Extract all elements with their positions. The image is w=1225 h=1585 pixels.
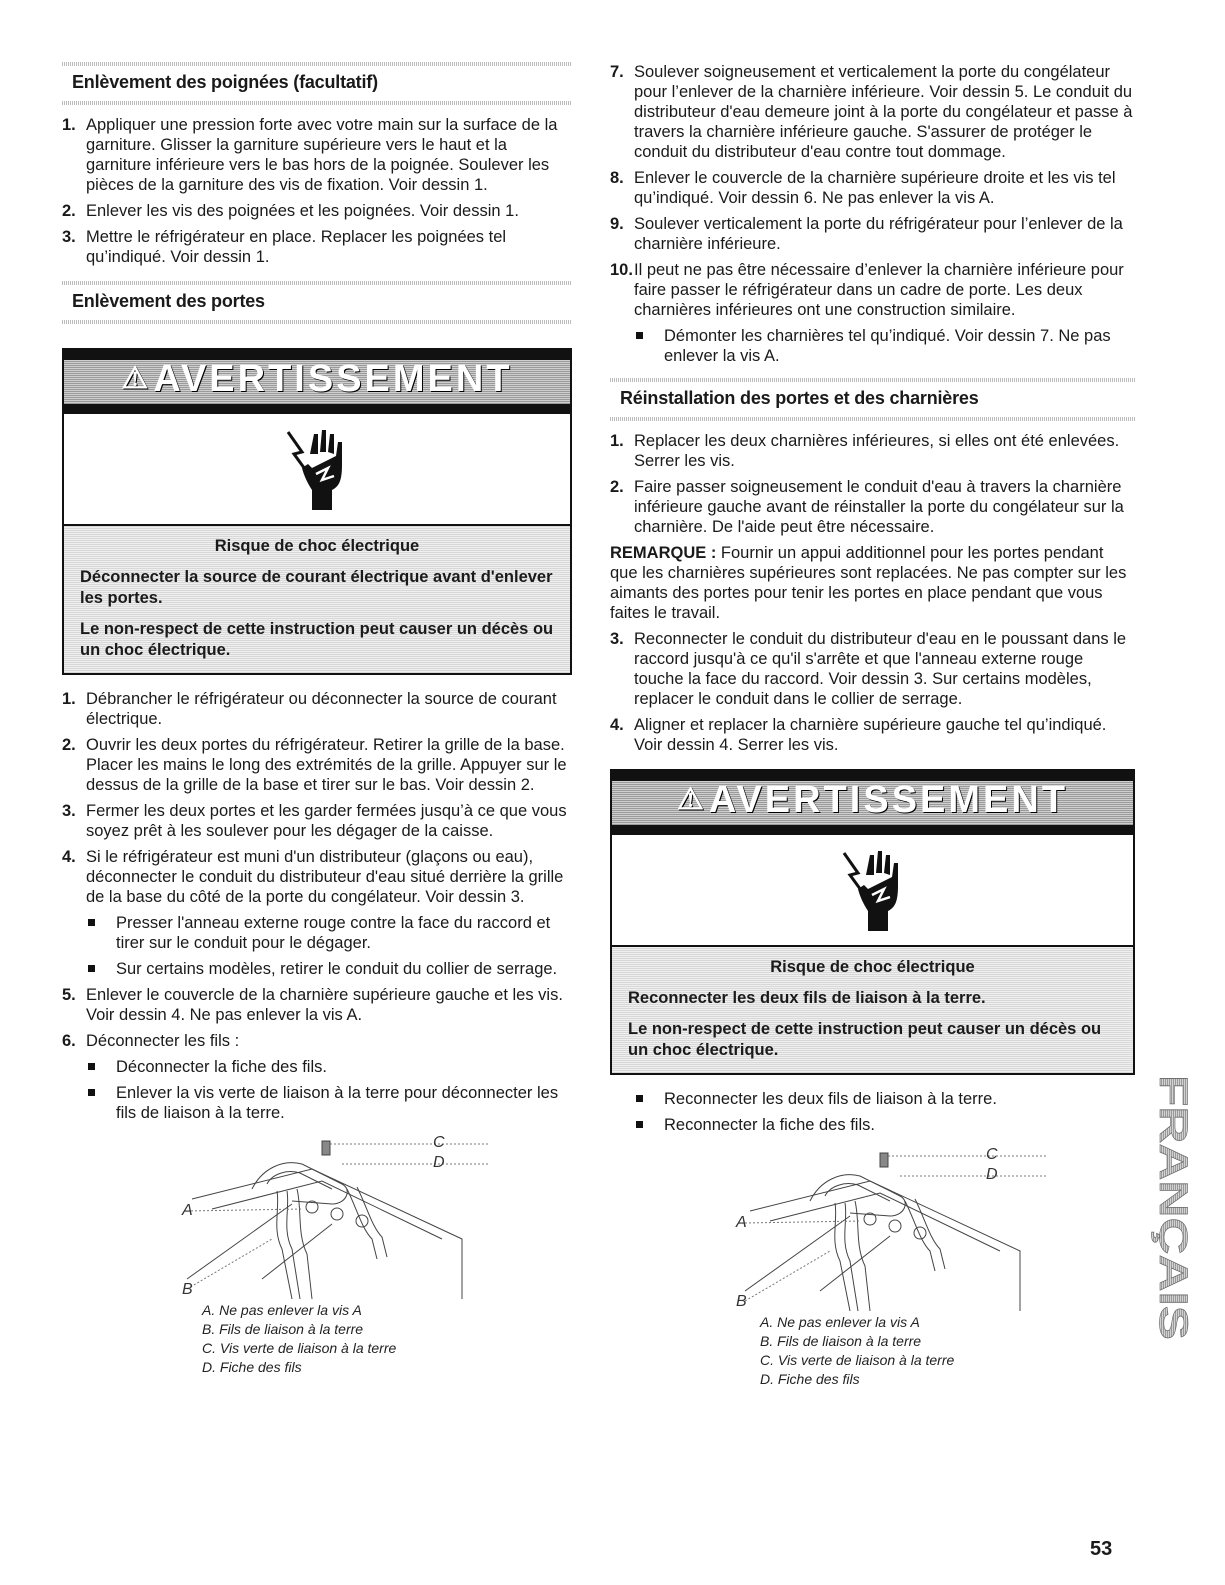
figure-label-a: A [182,1202,193,1219]
bullet-square-icon [88,965,95,972]
handles-section-title: Enlèvement des poignées (facultatif) [72,72,378,92]
bullet-item: Reconnecter la fiche des fils. [610,1115,1135,1135]
section-rule [62,281,572,285]
section-rule [610,378,1135,382]
list-item: 10. Il peut ne pas être nécessaire d’enlever la charnière inférieure pour faire passer le réfrigérateur dans un cadre de porte. Les deux charnières inférieures ont une construction similaire. [610,261,1124,319]
right-column [610,62,1135,1391]
bullet-item: Enlever la vis verte de liaison à la terre pour déconnecter les fils de liaison à la terre. [62,1083,572,1123]
bullet-item: Reconnecter les deux fils de liaison à la terre. [610,1089,1135,1109]
figure-label-d: D [433,1154,445,1171]
bullet-square-icon [88,919,95,926]
warning-box [610,769,1135,1075]
hinge-drawing [172,1129,472,1309]
list-item: 6. Déconnecter les fils : [62,1032,240,1050]
warning-line: Reconnecter les deux fils de liaison à la terre. [628,989,986,1007]
list-item: 2. Faire passer soigneusement le conduit d'eau à travers la charnière inférieure gauche avant de réinstaller la porte du congélateur sur la charnière. De l'aide peut être nécessaire. [610,478,1124,536]
bullet-list [610,326,1135,366]
warning-header [64,350,570,414]
bullet-item: Démonter les charnières tel qu’indiqué. Voir dessin 7. Ne pas enlever la vis A. [610,326,1135,366]
handles-steps-list [62,115,572,267]
warning-body [64,526,570,673]
list-item: 3. Fermer les deux portes et les garder fermées jusqu’à ce que vous soyez prêt à les soulever pour les dégager de la caisse. [62,802,567,840]
shock-hazard-icon [64,414,570,526]
shock-hazard-icon [612,835,1133,947]
list-item: 8. Enlever le couvercle de la charnière supérieure droite et les vis tel qu’indiqué. Voir dessin 6. Ne pas enlever la vis A. [610,169,1116,207]
bullet-item: Sur certains modèles, retirer le conduit du collier de serrage. [62,959,572,979]
hinge-illustration [62,1129,572,1379]
warning-triangle-icon: ⚠ [121,362,152,395]
warning-title: ⚠AVERTISSEMENT [121,358,513,400]
figure-caption: A. Ne pas enlever la vis A B. Fils de liaison à la terre C. Vis verte de liaison à la terre D. Fiche des fils [760,1314,955,1387]
page-number: 53 [1090,1538,1113,1560]
bullet-list [610,1089,1135,1135]
language-tab-text: FRANÇAIS [1151,1075,1195,1282]
section-rule [62,320,572,324]
bullet-square-icon [88,1063,95,1070]
figure-label-c: C [433,1134,445,1151]
doors-section-title: Enlèvement des portes [72,291,265,311]
list-item: 3. Mettre le réfrigérateur en place. Replacer les poignées tel qu’indiqué. Voir dessin 1. [62,228,507,266]
bullet-item: Déconnecter la fiche des fils. [62,1057,572,1077]
list-item: 4. Aligner et replacer la charnière supérieure gauche tel qu’indiqué. Voir dessin 4. Serrer les vis. [610,716,1107,754]
warning-line: Le non-respect de cette instruction peut causer un décès ou un choc électrique. [80,620,554,659]
section-rule [62,101,572,105]
warning-header [612,771,1133,835]
doors-steps-list [62,985,572,1051]
hinge-illustration [610,1141,1135,1391]
list-item: 1. Appliquer une pression forte avec votre main sur la surface de la garniture. Glisser la garniture supérieure vers le haut et la garniture inférieure vers le bas hors de la poignée. Soulever les pièces de la garniture des vis de fixation. Voir dessin 1. [62,116,558,194]
bullet-list [62,1057,572,1123]
section-rule [62,62,572,66]
warning-line: Le non-respect de cette instruction peut causer un décès ou un choc électrique. [628,1020,1102,1059]
hinge-drawing [730,1141,1030,1321]
list-item: 7. Soulever soigneusement et verticalement la porte du congélateur pour l’enlever de la charnière inférieure. Voir dessin 5. Le conduit du distributeur d'eau demeure joint à la porte du congélateur et passe à travers la charnière inférieure gauche. S'assurer de protéger le conduit du distributeur d'eau contre tout dommage. [610,63,1133,161]
list-item: 4. Si le réfrigérateur est muni d'un distributeur (glaçons ou eau), déconnecter le conduit du distributeur d'eau situé derrière la grille de la base du côté de la porte du congélateur. Voir dessin 3. [62,848,564,906]
warning-triangle-icon: ⚠ [676,783,707,816]
figure-label-d: D [986,1166,998,1183]
figure-label-c: C [986,1146,998,1163]
reinstall-section-title: Réinstallation des portes et des charnières [620,388,979,408]
figure-caption: A. Ne pas enlever la vis A B. Fils de liaison à la terre C. Vis verte de liaison à la terre D. Fiche des fils [202,1302,397,1375]
warning-title: ⚠AVERTISSEMENT [676,779,1069,821]
doors-steps-list [610,62,1135,320]
warning-box [62,348,572,675]
doors-steps-list [62,689,572,907]
figure-label-a: A [736,1214,747,1231]
language-tab [1150,1075,1195,1345]
list-item: 5. Enlever le couvercle de la charnière supérieure gauche et les vis. Voir dessin 4. Ne pas enlever la vis A. [62,986,563,1024]
list-item: 2. Ouvrir les deux portes du réfrigérateur. Retirer la grille de la base. Placer les mains le long des extrémités de la grille. Appuyer sur le dessus de la grille de la base et tirer sur le bas. Voir dessin 2. [62,736,567,794]
warning-risk: Risque de choc électrique [214,537,420,555]
bullet-square-icon [88,1089,95,1096]
figure-label-b: B [182,1281,193,1298]
reinstall-steps-list [610,431,1135,537]
list-item: 1. Débrancher le réfrigérateur ou déconnecter la source de courant électrique. [62,690,557,728]
list-item: 3. Reconnecter le conduit du distributeur d'eau en le poussant dans le raccord jusqu'à ce qu'il s'arrête et que l'anneau externe rouge touche la face du raccord. Voir dessin 3. Sur certains modèles, replacer le conduit dans le collier de serrage. [610,630,1127,708]
reinstall-steps-list [610,629,1135,755]
bullet-square-icon [636,1095,643,1102]
list-item: 9. Soulever verticalement la porte du réfrigérateur pour l’enlever de la charnière inférieure. [610,215,1123,253]
warning-line: Déconnecter la source de courant électrique avant d'enlever les portes. [80,568,553,607]
note-paragraph: REMARQUE : Fournir un appui additionnel pour les portes pendant que les charnières supérieures sont replacées. Ne pas compter sur les aimants des portes pour tenir les portes en place pendant que vous faites le travail. [610,544,1127,622]
warning-body [612,947,1133,1073]
section-rule [610,417,1135,421]
bullet-item: Presser l'anneau externe rouge contre la face du raccord et tirer sur le conduit pour le dégager. [62,913,572,953]
bullet-square-icon [636,1121,643,1128]
warning-risk: Risque de choc électrique [770,958,975,976]
bullet-square-icon [636,332,643,339]
figure-label-b: B [736,1293,747,1310]
bullet-list [62,913,572,979]
left-column [62,62,572,1379]
list-item: 1. Replacer les deux charnières inférieures, si elles ont été enlevées. Serrer les vis. [610,432,1120,470]
list-item: 2. Enlever les vis des poignées et les poignées. Voir dessin 1. [62,202,519,220]
